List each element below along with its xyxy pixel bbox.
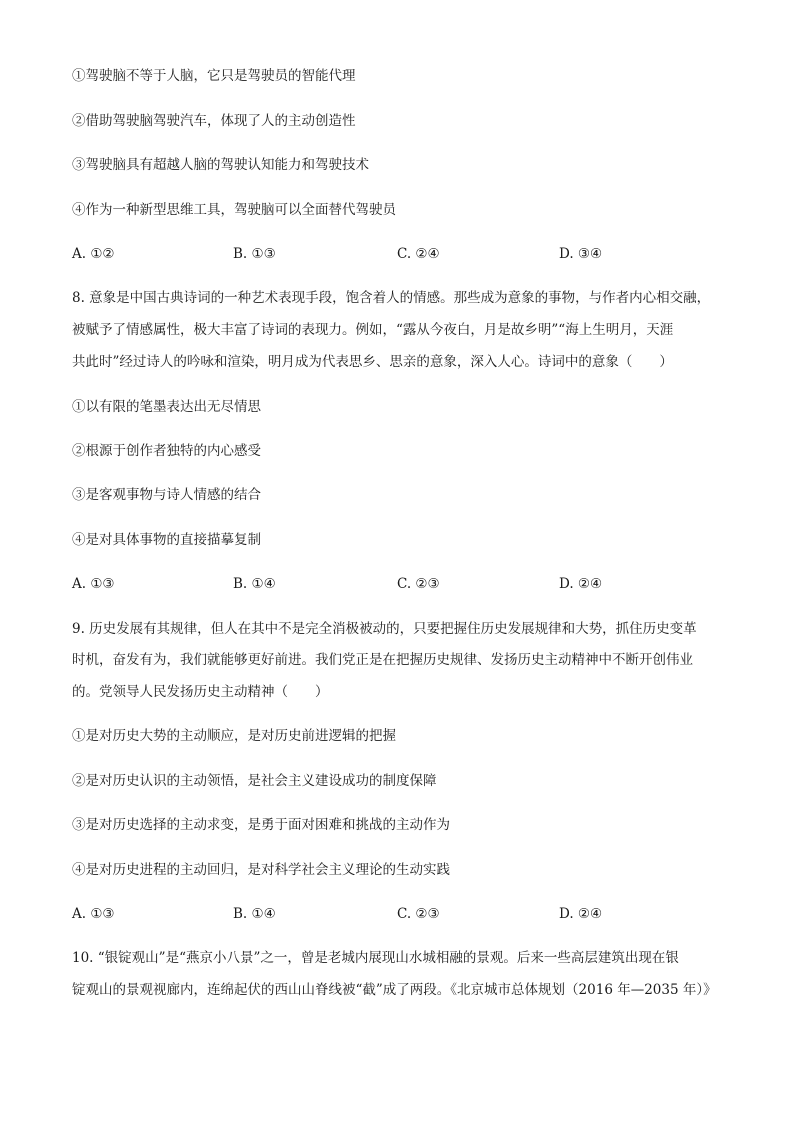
q9-statement-3: ③是对历史选择的主动求变，是勇于面对困难和挑战的主动作为: [72, 817, 450, 833]
q7-option-b[interactable]: B. ①③: [233, 246, 276, 262]
q7-statement-2: ②借助驾驶脑驾驶汽车，体现了人的主动创造性: [72, 113, 356, 129]
q9-option-c[interactable]: C. ②③: [397, 906, 440, 922]
q8-stem-line-1: 8. 意象是中国古典诗词的一种艺术表现手段，饱含着人的情感。那些成为意象的事物，与作者内心相交融，: [72, 290, 711, 306]
q7-option-c[interactable]: C. ②④: [397, 246, 440, 262]
q8-option-a[interactable]: A. ①③: [72, 576, 115, 592]
q9-statement-4: ④是对历史进程的主动回归，是对科学社会主义理论的生动实践: [72, 862, 450, 878]
q7-statement-3: ③驾驶脑具有超越人脑的驾驶认知能力和驾驶技术: [72, 157, 369, 173]
q8-option-b[interactable]: B. ①④: [233, 576, 276, 592]
q10-stem-line-2: 锭观山的景观视廊内，连绵起伏的西山山脊线被“截”成了两段。《北京城市总体规划（2016 年—2035 年）》: [72, 982, 717, 998]
q8-statement-1: ①以有限的笔墨表达出无尽情思: [72, 399, 261, 415]
q9-stem-line-3: 的。党领导人民发扬历史主动精神（ ）: [72, 684, 329, 700]
q9-option-b[interactable]: B. ①④: [233, 906, 276, 922]
q9-option-d[interactable]: D. ②④: [559, 906, 603, 922]
q9-stem-line-2: 时机，奋发有为，我们就能够更好前进。我们党正是在把握历史规律、发扬历史主动精神中不断开创伟业: [72, 652, 693, 668]
q9-option-a[interactable]: A. ①③: [72, 906, 115, 922]
q7-options: [72, 244, 732, 264]
q9-stem-line-1: 9. 历史发展有其规律，但人在其中不是完全消极被动的，只要把握住历史发展规律和大势，抓住历史变革: [72, 621, 697, 637]
q10-stem-line-1: 10. “银锭观山”是“燕京小八景”之一，曾是老城内展现山水城相融的景观。后来一些高层建筑出现在银: [72, 950, 679, 966]
q8-option-c[interactable]: C. ②③: [397, 576, 440, 592]
q7-statement-4: ④作为一种新型思维工具，驾驶脑可以全面替代驾驶员: [72, 202, 396, 218]
q8-option-d[interactable]: D. ②④: [559, 576, 603, 592]
q9-statement-1: ①是对历史大势的主动顺应，是对历史前进逻辑的把握: [72, 728, 396, 744]
q8-statement-4: ④是对具体事物的直接描摹复制: [72, 532, 261, 548]
q7-statement-1: ①驾驶脑不等于人脑，它只是驾驶员的智能代理: [72, 68, 356, 84]
q9-statement-2: ②是对历史认识的主动领悟，是社会主义建设成功的制度保障: [72, 773, 437, 789]
q8-statement-2: ②根源于创作者独特的内心感受: [72, 443, 261, 459]
q8-options: [72, 574, 732, 594]
q9-options: [72, 904, 732, 924]
q8-stem-line-3: 共此时”经过诗人的吟咏和渲染，明月成为代表思乡、思亲的意象，深入人心。诗词中的意象（ ）: [72, 354, 673, 370]
q8-statement-3: ③是客观事物与诗人情感的结合: [72, 487, 261, 503]
q8-stem-line-2: 被赋予了情感属性，极大丰富了诗词的表现力。例如，“露从今夜白，月是故乡明”“海上生明月，天涯: [72, 322, 674, 338]
q7-option-d[interactable]: D. ③④: [559, 246, 603, 262]
q7-option-a[interactable]: A. ①②: [72, 246, 115, 262]
